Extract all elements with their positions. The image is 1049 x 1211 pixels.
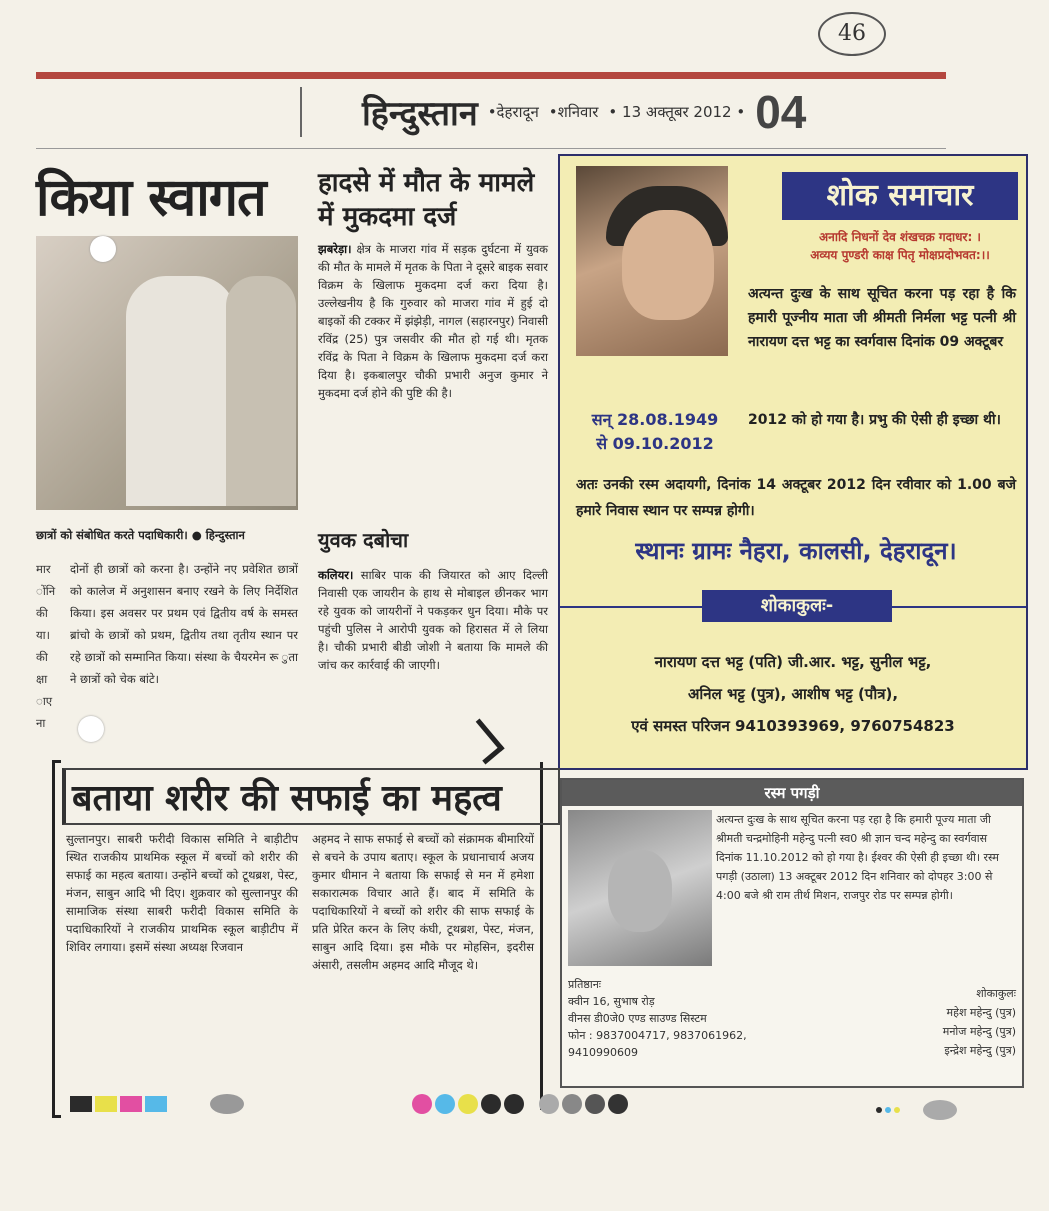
- masthead-day: •शनिवार: [548, 103, 599, 121]
- obituary-message-2: 2012 को हो गया है। प्रभु की ऐसी ही इच्छा थी।: [748, 412, 1001, 428]
- obituary-shloka: अनादि निधनों देव शंखचक्र गदाधर: । अव्यय पुण्डरी काक्ष पितृ मोक्षप्रदोभवत:।।: [810, 230, 990, 262]
- color-registration-bar-left: [70, 1094, 244, 1114]
- obituary-dates: [570, 408, 740, 456]
- left-story-cutoff-column: मार ोंनि की या। की क्षा ाए ना: [36, 562, 56, 730]
- hygiene-story-col2: अहमद ने साफ सफाई से बच्चों को संक्रामक बीमारियों से बचने के उपाय बताए। स्कूल के प्रधानाचार्य अजय कुमार धीमान ने बताया कि सफाई से मन में हमेशा सकारात्मक विचार आते हैं। बाद में समिति के पदाधिकारियों ने बच्चों को शरीर की साफ सफाई के प्रति प्रेरित करन के लिए कंघी, टूथब्रश, पेस्ट, मंजन, साबुन आदि दिया। इस मौके पर मोहसिन, इदरीस अंसारी, तसलीम अहमद आदि मौजूद थे।: [312, 832, 534, 972]
- obituary-shokakul-label: शोकाकुलः-: [702, 590, 892, 622]
- obituary-place: स्थानः ग्रामः नैहरा, कालसी, देहरादून।: [635, 537, 957, 565]
- punch-hole: [78, 716, 104, 742]
- masthead: [300, 84, 806, 140]
- obituary-notice: [558, 154, 1028, 770]
- handwritten-page-number: 46: [818, 12, 886, 56]
- accident-dateline: झबरेड़ा।: [318, 242, 352, 256]
- obituary-family: नारायण दत्त भट्ट (पति) जी.आर. भट्ट, सुनील भट्ट, अनिल भट्ट (पुत्र), आशीष भट्ट (पौत्र), एवं समस्त परिजन 9410393969, 9760754823: [631, 653, 955, 735]
- pagdi-family: शोकाकुलः महेश महेन्दु (पुत्र) मनोज महेन्दु (पुत्र) इन्द्रेश महेन्दु (पुत्र): [942, 987, 1016, 1057]
- kaliyar-story-headline: युवक दबोचा: [318, 528, 409, 552]
- masthead-date: • 13 अक्तूबर 2012 •: [608, 103, 746, 121]
- pagdi-photo: [568, 810, 712, 966]
- masthead-divider: [300, 87, 302, 137]
- accident-story-body: [318, 240, 548, 402]
- obituary-message: अत्यन्त दुःख के साथ सूचित करना पड़ रहा है कि हमारी पूज्नीय माता जी श्रीमती निर्मला भट्ट पत्नी श्री नारायण दत्त भट्ट का स्वर्गवास दिनांक 09 अक्टूबर: [748, 286, 1016, 350]
- kaliyar-story-body: [318, 566, 548, 674]
- birth-date: सन् 28.08.1949: [591, 410, 719, 429]
- obituary-rasam: अतः उनकी रस्म अदायगी, दिनांक 14 अक्टूबर 2012 दिन रवीवार को 1.00 बजे हमारे निवास स्थान पर सम्पन्न होगी।: [576, 477, 1016, 519]
- masthead-bottom-rule: [36, 148, 946, 149]
- masthead-rule: [36, 72, 946, 79]
- hygiene-story-col1: सुल्तानपुर। साबरी फरीदी विकास समिति ने बाड़ीटीप स्थित राजकीय प्राथमिक स्कूल में बच्चों को शरीर की सफाई का महत्व बताया। उन्होंने बच्चों को टूथब्रश, पेस्ट, मंजन, साबुन आदि भी दिए। शुक्रवार को सुल्तानपुर की सामाजिक संस्था साबरी फरीदी विकास समिति के पदाधिकारियों ने राजकीय प्राथमिक स्कूल बाड़ीटीप में शिविर लगाया। इसमें संस्था अध्यक्ष रिजवान: [66, 832, 298, 954]
- obituary-title: शोक समाचार: [782, 172, 1018, 220]
- hygiene-story-headline: बताया शरीर की सफाई का महत्व: [62, 768, 560, 825]
- left-story-body: दोनों ही छात्रों को करना है। उन्होंने नए प्रवेशित छात्रों को कालेज में अनुशासन बनाए रखने के लिए निर्देशित किया। इस अवसर पर प्रथम एवं द्वितीय वर्ष के समस्त ब्रांचो के छात्रों को प्रथम, द्वितीय तथा तृतीय स्थान पर रहे छात्रों को सम्मानित किया। संस्था के चैयरमेन रू ुता ने छात्रों को चेक बांटे।: [70, 562, 298, 686]
- pagdi-notice: [560, 778, 1024, 1088]
- accident-story-headline: हादसे में मौत के मामले में मुकदमा दर्ज: [318, 168, 535, 232]
- left-story-headline: किया स्वागत: [36, 168, 266, 228]
- pagdi-message: अत्यन्त दुःख के साथ सूचित करना पड़ रहा है कि हमारी पूज्य माता जी श्रीमती चन्द्रमोहिनी महेन्दु पत्नी स्व0 श्री ज्ञान चन्द महेन्दु का स्वर्गवास दिनांक 11.10.2012 को हो गया है। ईश्वर की ऐसी ही इच्छा थी। रस्म पगड़ी (उठाला) 13 अक्टूबर 2012 दिन शनिवार को दोपहर 3:00 से 4:00 बजे श्री राम तीर्थ मिशन, राजपुर रोड पर सम्पन्न होगी।: [716, 813, 999, 902]
- kaliyar-text: साबिर पाक की जियारत को आए दिल्ली निवासी एक जायरीन के हाथ से मोबाइल छीनकर भाग रहे युवक को जायरीनों ने पकड़कर धुन दिया। मौके पर पहुंची पुलिस ने आरोपी युवक को हिरासत में ले लिया है। चौकी प्रभारी बीडी जोशी ने बताया कि मामले की जांच कर कार्रवाई की जाएगी।: [318, 568, 548, 672]
- punch-hole: [90, 236, 116, 262]
- masthead-page-number: 04: [755, 86, 807, 138]
- newspaper-name: हिन्दुस्तान: [362, 94, 478, 134]
- pagdi-establishment: प्रतिष्ठानः क्वीन 16, सुभाष रोड़ वीनस डी0जे0 एण्ड साउण्ड सिस्टम फोन : 9837004717, 9837061962, 9410990609: [568, 978, 747, 1059]
- story-bracket: [52, 760, 61, 1118]
- pagdi-title: रस्म पगड़ी: [562, 780, 1022, 806]
- left-story-caption: छात्रों को संबोधित करते पदाधिकारी। ● हिन्दुस्तान: [36, 528, 245, 542]
- obituary-photo: [576, 166, 728, 356]
- death-date: से 09.10.2012: [596, 434, 714, 453]
- color-registration-bar-right: [876, 1100, 957, 1120]
- kaliyar-dateline: कलियर।: [318, 568, 354, 582]
- color-registration-dots: [412, 1094, 628, 1114]
- masthead-city: •देहरादून: [487, 103, 539, 121]
- accident-text: क्षेत्र के माजरा गांव में सड़क दुर्घटना में युवक की मौत के मामले में मृतक के पिता ने दूसरे बाइक सवार विक्रम के खिलाफ मुकदमा दर्ज करा दिया है। उल्लेखनीय है कि गुरुवार को माजरा गांव में हुई दो बाइकों की टक्कर में झंझेड़ी, नागल (सहारनपुर) निवासी रविंद्र (25) पुत्र जसवीर की मौत हो गई थी। मृतक रविंद्र के पिता ने विक्रम के खिलाफ मुकदमा दर्ज करा दिया है। इकबालपुर चौकी प्रभारी अनुज कुमार ने मुकदमा दर्ज होने की पुष्टि की है।: [318, 242, 548, 400]
- check-mark: [460, 719, 504, 765]
- left-story-photo: [36, 236, 298, 510]
